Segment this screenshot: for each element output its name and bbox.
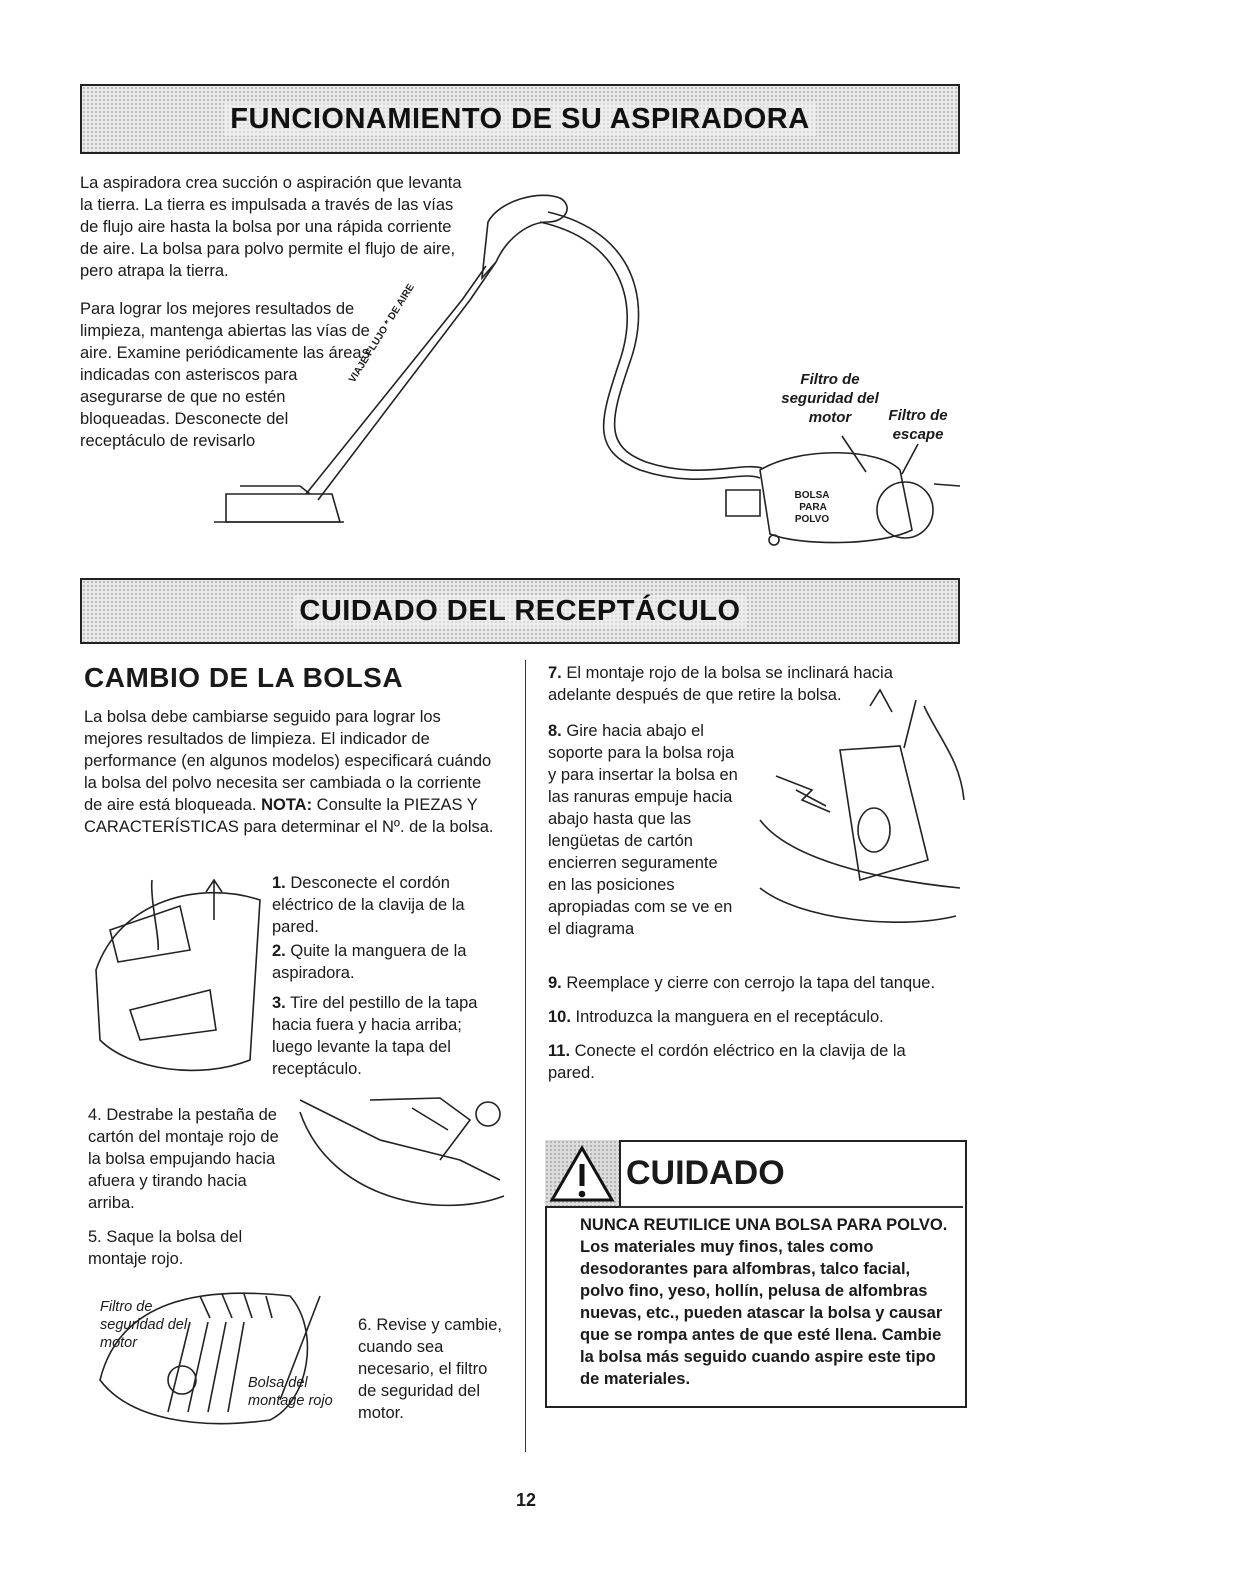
step-6: 6. Revise y cambie, cuando sea necesario, el filtro de seguridad del motor. bbox=[358, 1316, 502, 1422]
subsection-title: CAMBIO DE LA BOLSA bbox=[84, 662, 404, 693]
step-5: 5. Saque la bolsa del montaje rojo. bbox=[88, 1228, 243, 1268]
intro-before: La bolsa debe cambiarse seguido para lograr los mejores resultados de limpieza. El indicador de performance (en algunos modelos) especificará cuándo la bolsa del polvo necesita ser cambiada o la corriente de aire está bloqueada. bbox=[84, 708, 492, 814]
caution-title-rule bbox=[619, 1206, 963, 1208]
label-filtro-escape: Filtro de escape bbox=[888, 407, 948, 443]
section-title: FUNCIONAMIENTO DE SU ASPIRADORA bbox=[224, 103, 815, 136]
label-bolsa: BOLSA bbox=[794, 490, 830, 501]
intro-paragraph-1: La aspiradora crea succión o aspiración que levanta la tierra. La tierra es impulsada a través de las vías de flujo aire hasta la bolsa por una rápida corriente de aire. La bolsa para polvo permite el flujo de aire, pero atrapa la tierra. bbox=[80, 174, 462, 280]
step-8: 8. Gire hacia abajo el soporte para la bolsa roja y para insertar la bolsa en las ranuras empuje hacia abajo hasta que las lengüetas de cartón encierren seguramente en las posiciones apropiadas com se ve en el diagrama bbox=[548, 722, 738, 938]
caution-text: NUNCA REUTILICE UNA BOLSA PARA POLVO. Los materiales muy finos, tales como desodorantes para alfombras, talco facial, polvo fino, yeso, hollín, pelusa de alfombras nuevas, etc., pueden atascar la bolsa y causar que se rompa antes de que esté llena. Cambie la bolsa más seguido cuando aspire este tipo de materiales. bbox=[580, 1216, 948, 1388]
step-11: 11. Conecte el cordón eléctrico en la clavija de la pared. bbox=[548, 1042, 906, 1082]
step-7: 7. El montaje rojo de la bolsa se inclinará hacia adelante después de que retire la bolsa. bbox=[548, 664, 893, 704]
step-4: 4. Destrabe la pestaña de cartón del montaje rojo de la bolsa empujando hacia afuera y tirando hacia arriba. bbox=[88, 1106, 279, 1212]
label-filtro-seguridad: Filtro de seguridad del motor bbox=[781, 371, 879, 426]
page-number: 12 bbox=[516, 1490, 537, 1510]
caution-title: CUIDADO bbox=[626, 1154, 785, 1192]
label-viaje-flujo: VIAJE FLUJO * DE AIRE bbox=[347, 282, 417, 385]
step-1: 1. Desconecte el cordón eléctrico de la clavija de la pared. bbox=[272, 874, 465, 936]
fig5-label-bolsa: Bolsa del montage rojo bbox=[248, 1375, 333, 1409]
fig5-label-filtro: Filtro de seguridad del motor bbox=[100, 1299, 188, 1351]
step-10: 10. Introduzca la manguera en el receptáculo. bbox=[548, 1008, 884, 1026]
intro-after: Consulte la PIEZAS Y CARACTERÍSTICAS para determinar el Nº. de la bolsa. bbox=[84, 796, 494, 836]
step-2: 2. Quite la manguera de la aspiradora. bbox=[272, 942, 467, 982]
label-para: PARA bbox=[799, 502, 827, 513]
step-9: 9. Reemplace y cierre con cerrojo la tapa del tanque. bbox=[548, 974, 936, 992]
label-polvo: POLVO bbox=[794, 514, 830, 525]
step-3: 3. Tire del pestillo de la tapa hacia fuera y hacia arriba; luego levante la tapa del receptáculo. bbox=[272, 994, 478, 1078]
nota-label: NOTA: bbox=[261, 796, 313, 814]
intro-paragraph-2: Para lograr los mejores resultados de limpieza, mantenga abiertas las vías de aire. Examine periódicamente las áreas indicadas con asteriscos para asegurarse de que no estén bloqueadas. Desconecte del receptáculo de revisarlo bbox=[80, 300, 370, 450]
section-title-2: CUIDADO DEL RECEPTÁCULO bbox=[293, 595, 746, 628]
